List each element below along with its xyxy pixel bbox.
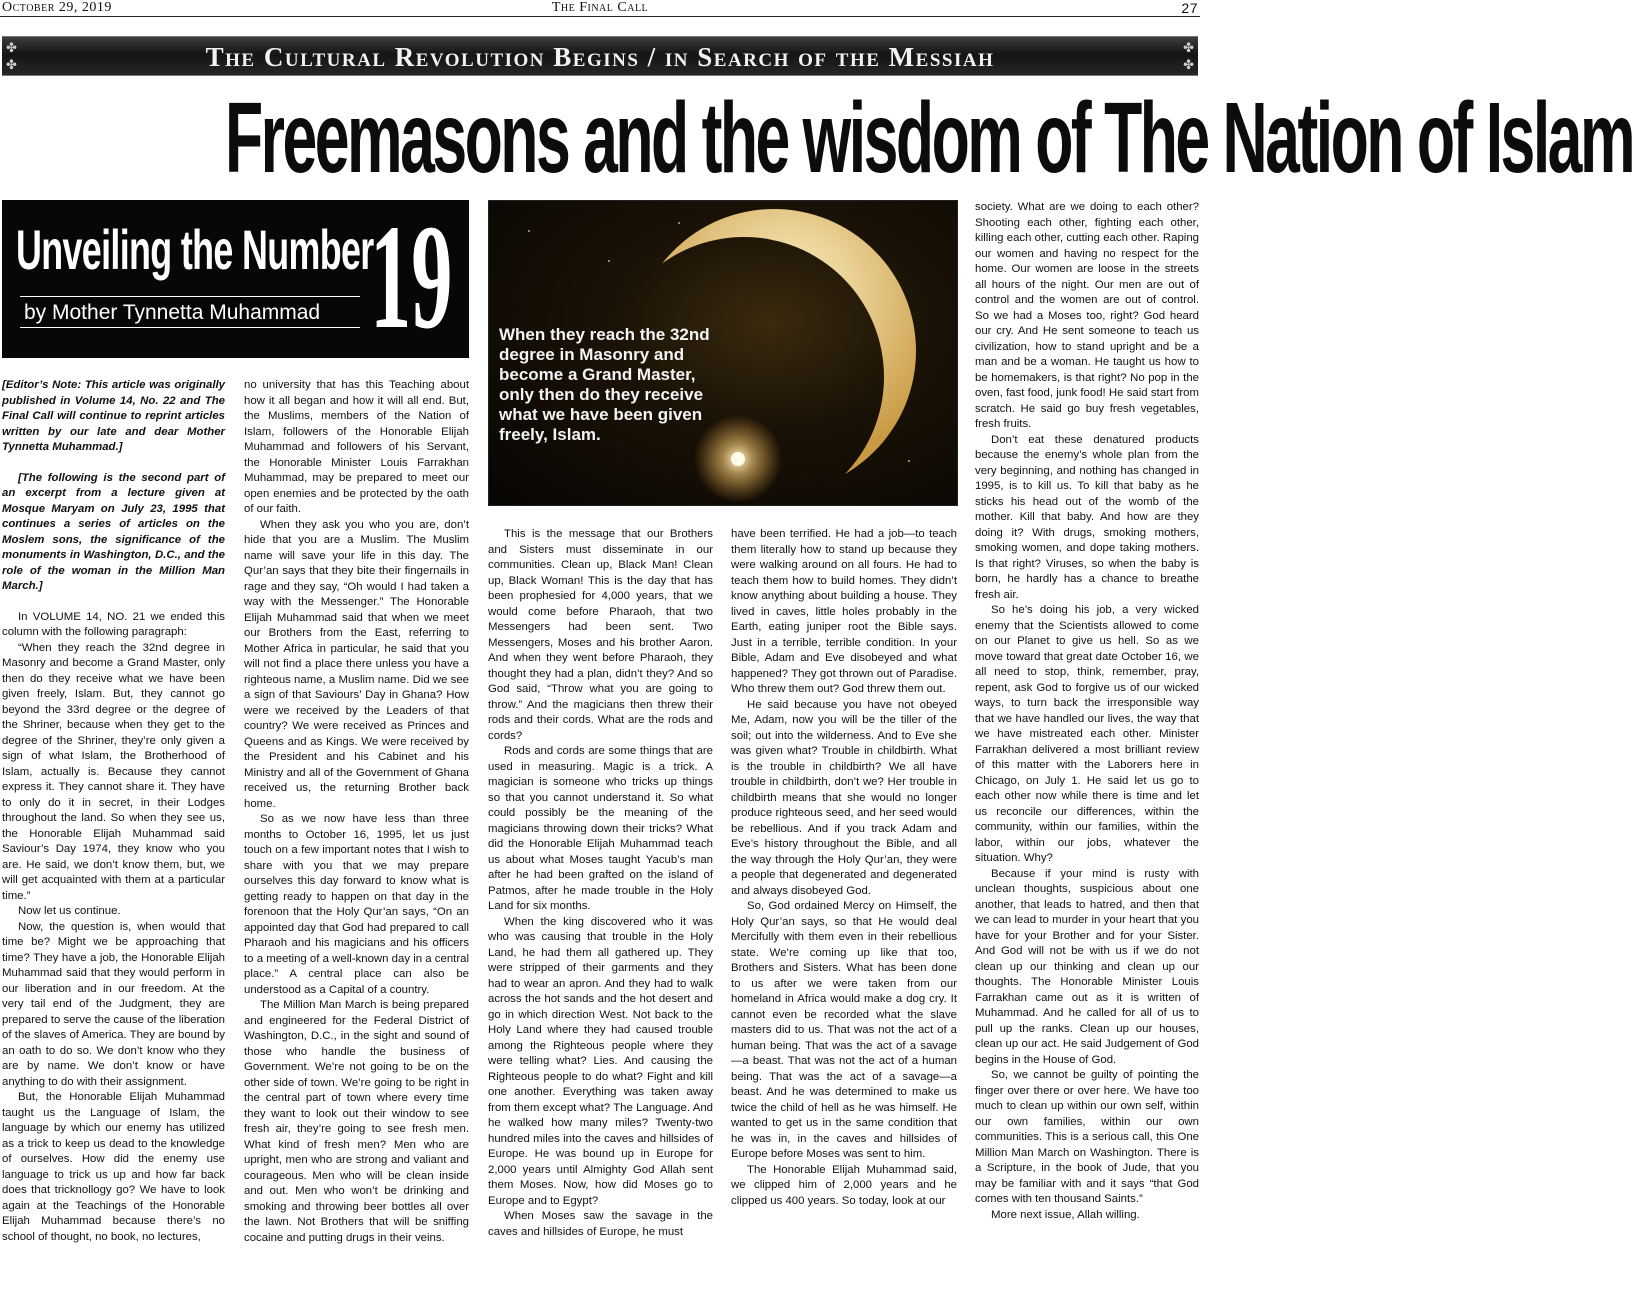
paragraph: The Honorable Elijah Muhammad said, we clipped him of 2,000 years and he clipped us 400 years. So today, look at our <box>731 1163 957 1207</box>
paragraph: Now let us continue. <box>18 905 121 917</box>
paragraph: So as we now have less than three months to October 16, 1995, let us just touch on a few important notes that I wish to share with you that we may prepare ourselves this day forward to know what is getting ready to happen on that day in the forenoon that the Holy Qur’an says, “On an appointed day that God had prepared to call Pharaoh and his magicians and his officers to a meeting of a well-known day in a central place.” A central place can also be understood as a Capital of a country. <box>244 813 469 996</box>
paragraph: no university that has this Teaching about how it all began and how it will all end. But, the Muslims, members of the Nation of Islam, followers of the Honorable Elijah Muhammad and followers of his Servant, the Honorable Minister Louis Farrakhan Muhammad, may be prepared to meet our open enemies and be protected by the oath of our faith. <box>244 379 469 515</box>
paragraph: When they ask you who you are, don’t hide that you are a Muslim. The Muslim name will save your life in this day. The Qur’an says that they bite their fingernails in rage and they say, “Oh would I had taken a way with the Messenger.” The Honorable Elijah Muhammad said that when we meet our Brothers from the East, referring to Mother Africa in particular, he said that you will not find a place there unless you have a righteous name, a Muslim name. Did we see a sign of that Saviours’ Day in Ghana? How were we received by the Leaders of that country? We were received as Princes and Queens and as Kings. We were received by the President and his Cabinet and his Ministry and all of the Government of Ghana received us, the returning Brother back home. <box>244 518 469 810</box>
paragraph: Rods and cords are some things that are used in measuring. Magic is a trick. A magician is someone who tricks up things so that you cannot understand it. So what could possibly be the meaning of the magicians throwing down their tricks? What did the Honorable Elijah Muhammad teach us about what Moses taught Yacub’s man after he had been grafted on the island of Patmos, after he made trouble in the Holy Land for six months. <box>488 745 713 912</box>
column-logo-rule <box>20 296 360 297</box>
column-title: Unveiling the Number <box>16 218 374 281</box>
paragraph: The Million Man March is being prepared and engineered for the Federal District of Washington, D.C., in the sight and sound of those who handle the business of Government. We’re not going to be on the other side of town. We’re going to be right in the central part of town where every time they want to look out their window to see fresh air, they’re going to see fresh men. What kind of fresh men? Men who are upright, men who are strong and valiant and courageous. Men who will be clean inside and out. Men who won’t be drinking and smoking and throwing beer bottles all over the lawn. Not Brothers that will be sniffing cocaine and putting drugs in their veins. <box>244 999 469 1244</box>
paragraph: So, God ordained Mercy on Himself, the Holy Qur’an says, so that He would deal Mercifully with them even in their rebellious state. We’re coming up like that too, Brothers and Sisters. What has been done to us after we were taken from our homeland in Africa would make a dog cry. It cannot even be recorded what the slave masters did to us. That was not the act of a human being. That was the act of a savage—a beast. That was not the act of a human being. That was the act of a savage—a beast. And he was determined to make us twice the child of hell as he was himself. He wanted to get us in the same condition that he was in, in the caves and hillsides of Europe before Moses was sent to him. <box>731 900 957 1160</box>
star-icon <box>731 452 745 466</box>
paragraph: Don’t eat these denatured products because the enemy’s whole plan from the very beginning, and nothing has changed in 1995, is to kill us. To kill that baby as he sticks his head out of the womb of the mother. Kill that baby. And how are they doing it? With drugs, smoking mothers, smoking women, and dope taking mothers. Is that right? Viruses, so when the baby is born, he hardly has a chance to breathe fresh air. <box>975 433 1199 601</box>
banner-ornament-icon: ✤ <box>1183 57 1194 72</box>
paragraph: have been terrified. He had a job—to teach them literally how to stand up because they were walking around on all fours. He had to teach them how to build homes. They didn’t know anything about building a house. They lived in caves, little holes probably in the Earth, eating juniper root the Bible says. Just in a terrible, terrible condition. In your Bible, Adam and Eve disobeyed and what happened? They got thrown out of Paradise. Who threw them out? God threw them out. <box>731 528 957 695</box>
paragraph: Now, the question is, when would that time be? Might we be approaching that time? They have a job, the Honorable Elijah Muhammad said that they would perform in our liberation and in our freedom. At the very tail end of the Judgment, they are prepared to serve the cause of the liberation of the slaves of America. They are bound by an oath to do so. We don’t know who they are by name. We don’t know or have anything to do with their assignment. <box>2 920 225 1088</box>
paragraph: When Moses saw the savage in the caves and hillsides of Europe, he must <box>488 1210 713 1238</box>
text-column-3 <box>488 527 713 1296</box>
text-column-1 <box>2 378 225 1296</box>
paragraph: So he’s doing his job, a very wicked enemy that the Scientists allowed to come on our Planet to give us hell. So as we move toward that great date October 16, we all need to stop, think, remember, pray, repent, ask God to forgive us of our wicked ways, to turn back the irresponsible way that we have handled our lives, the way that we have mistreated each other. Minister Farrakhan delivered a most brilliant review of this matter with the Laborers here in Chicago, on July 1. He said let us go to each other now while there is time and let us reconcile our differences, within the community, within our families, within the labor, within our jobs, whatever the situation. Why? <box>975 604 1199 864</box>
section-banner-text: The Cultural Revolution Begins / in Search of the Messiah <box>205 42 995 72</box>
banner-ornament-icon: ✤ <box>6 57 17 72</box>
text-column-4 <box>731 527 957 1296</box>
editors-note: [Editor’s Note: This article was originally published in Volume 14, No. 22 and The Final Call will continue to reprint articles written by our late and dear Mother Tynnetta Muhammad.] <box>2 379 225 453</box>
banner-ornament-icon: ✤ <box>1183 40 1194 55</box>
text-column-5 <box>975 200 1199 1296</box>
paragraph: But, the Honorable Elijah Muhammad taught us the Language of Islam, the language by which our enemy has utilized as a trick to keep us dead to the knowledge of ourselves. How did the enemy use language to trick us up and how far back does that tricknollogy go? We have to look again at the Teachings of the Honorable Elijah Muhammad because there’s no school of thought, no book, no lectures, <box>2 1091 225 1243</box>
closing-line: More next issue, Allah willing. <box>991 1208 1140 1221</box>
crescent-star-photo <box>488 200 958 506</box>
photo-caption: When they reach the 32nd degree in Masonry and become a Grand Master, only then do they receive what we have been given freely, Islam. <box>499 325 710 444</box>
page-number: 27 <box>1181 0 1198 16</box>
paragraph: This is the message that our Brothers and Sisters must disseminate in our communities. Clean up, Black Man! Clean up, Black Woman! This is the day that has been prophesied for 4,000 years, that we would come before Pharaoh, that two Messengers had been sent. Two Messengers, Moses and his brother Aaron. And when they went before Pharaoh, they thought they had a plan, didn’t they? And so God said, “Throw what you are going to throw.” And the magicians then threw their rods and their cords. What are the rods and cords? <box>488 528 713 742</box>
column-byline: by Mother Tynnetta Muhammad <box>24 301 321 324</box>
paragraph: In VOLUME 14, NO. 21 we ended this column with the following paragraph: <box>2 610 225 638</box>
article-headline: Freemasons and the wisdom of The Nation of Islam <box>225 82 1633 194</box>
paragraph: Because if your mind is rusty with unclean thoughts, suspicious about one another, that leads to hatred, and then that we can lead to murder in your heart that you have for your Brother and for your Sister. And God will not be with us if we do not clean up our thinking and clean up our thoughts. The Honorable Minister Louis Farrakhan came out as it is written of Muhammad. And he called for all of us to pull up the ranks. Clean up our houses, clean up our act. He said Judgement of God begins in the House of God. <box>975 867 1199 1066</box>
column-number: 19 <box>370 194 453 360</box>
lecture-note: [The following is the second part of an excerpt from a lecture given at Mosque Maryam on July 23, 1995 that continues a series of articles on the Moslem sons, the significance of the monuments in Washington, D.C., and the role of the woman in the Million Man March.] <box>2 471 225 592</box>
banner-ornament-icon: ✤ <box>6 40 17 55</box>
text-column-2 <box>244 378 469 1296</box>
publication-name: The Final Call <box>551 0 649 15</box>
section-banner <box>2 36 1198 76</box>
paragraph: When the king discovered who it was who was causing that trouble in the Holy Land, he had them all gathered up. They were stripped of their garments and they had to wear an apron. And they had to walk across the hot sands and the hot desert and go in which direction West. Not back to the Holy Land where they had caused trouble among the Righteous people where they were telling what? Lies. And causing the Righteous people to do what? Fight and kill one another. Everything was taken away from them except what? The Language. And he walked how many miles? Twenty-two hundred miles into the caves and hillsides of Europe. He was bound up in Europe for 2,000 years until Almighty God Allah sent them Moses. Now, how did Moses go to Europe and to Egypt? <box>488 915 713 1207</box>
column-logo <box>2 194 469 360</box>
paragraph: “When they reach the 32nd degree in Masonry and become a Grand Master, only then do they receive what we have been given freely, Islam. But, they cannot go beyond the 33rd degree or the degree of the Shriner, because when they get to the degree of the Shriner, they’re only given a sign of what Islam, the Brotherhood of Islam, actually is. Because they cannot express it. They cannot share it. They have to only do it in secret, in their Lodges throughout the land. So when they see us, the Honorable Elijah Muhammad said Saviour’s Day 1974, they know who you are. He said, we don’t know them, but, we will get acquainted with them at a particular time.” <box>2 641 225 902</box>
issue-date: October 29, 2019 <box>2 0 112 15</box>
column-logo-rule <box>20 327 360 328</box>
paragraph: society. What are we doing to each other? Shooting each other, fighting each other, killing each other, cutting each other. Raping our women and having no respect for the home. Our women are loose in the streets all hours of the night. Our men are out of control and the women are out of control. So we had a Moses too, right? God heard our cry. And He sent someone to teach us civilization, how to stand upright and be a man and be a woman. He taught us how to be homemakers, is that right? No pop in the oven, fast food, junk food! He said start from scratch. He said go buy fresh vegetables, fresh fruits. <box>975 201 1199 430</box>
paragraph: He said because you have not obeyed Me, Adam, now you will be the tiller of the soil; out into the wilderness. And to Eve she was given what? Trouble in childbirth. What is the trouble in childbirth? We all have trouble in childbirth, don’t we? Her trouble in childbirth means that she would no longer produce righteous seed, and her seed would be rebellious. And if you track Adam and Eve’s history throughout the Bible, and all the way through the Holy Qur’an, they were a people that degenerated and degenerated and always disobeyed God. <box>731 698 957 897</box>
page-folio <box>0 0 1200 17</box>
paragraph: So, we cannot be guilty of pointing the finger over there or over here. We have too much to clean up within our own self, within our own families, within our own communities. This is a serious call, this One Million Man March on Washington. There is a Scripture, in the book of Jude, that you may be familiar with and it says “that God comes with ten thousand Saints.” <box>975 1069 1199 1205</box>
